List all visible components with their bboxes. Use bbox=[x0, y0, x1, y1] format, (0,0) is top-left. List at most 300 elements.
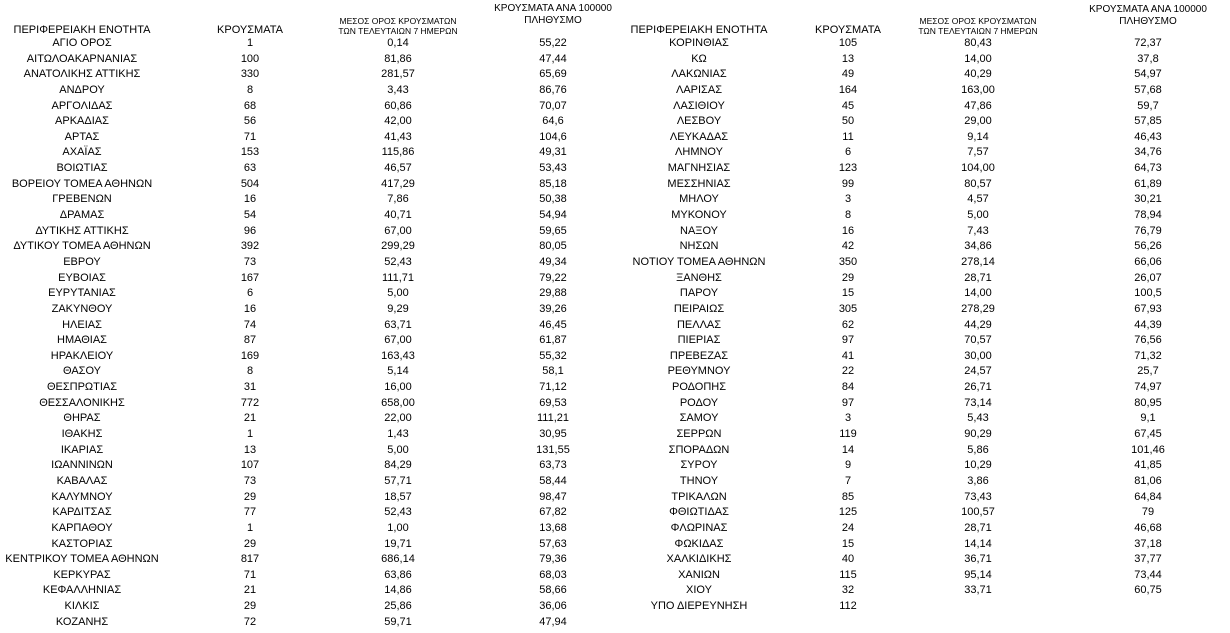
per100k-cell: 57,68 bbox=[1134, 83, 1162, 96]
table-row bbox=[620, 130, 1230, 146]
region-cell: ΚΕΝΤΡΙΚΟΥ ΤΟΜΕΑ ΑΘΗΝΩΝ bbox=[5, 553, 159, 566]
table-row bbox=[620, 67, 1230, 83]
per100k-cell: 57,63 bbox=[539, 537, 567, 550]
avg7-cell: 67,00 bbox=[384, 334, 412, 347]
cases-cell: 115 bbox=[839, 568, 857, 581]
region-cell: ΣΑΜΟΥ bbox=[679, 412, 719, 425]
table-row bbox=[620, 52, 1230, 68]
table-row bbox=[620, 255, 1230, 271]
region-cell: ΓΡΕΒΕΝΩΝ bbox=[52, 193, 112, 206]
avg7-cell: 63,71 bbox=[384, 318, 412, 331]
region-cell: ΑΧΑΪΑΣ bbox=[62, 146, 102, 159]
per100k-cell: 104,6 bbox=[539, 130, 567, 143]
table-row bbox=[620, 333, 1230, 349]
per100k-cell: 80,95 bbox=[1134, 396, 1162, 409]
avg7-cell: 25,86 bbox=[384, 600, 412, 613]
per100k-cell: 58,1 bbox=[542, 365, 564, 378]
region-cell: ΖΑΚΥΝΘΟΥ bbox=[51, 302, 113, 315]
cases-cell: 72 bbox=[243, 615, 257, 628]
per100k-cell: 59,65 bbox=[539, 224, 567, 237]
region-cell: ΠΕΛΛΑΣ bbox=[676, 318, 722, 331]
header-cases-text: ΚΡΟΥΣΜΑΤΑ bbox=[217, 24, 283, 36]
per100k-cell: 67,82 bbox=[539, 506, 567, 519]
table-row bbox=[0, 552, 620, 568]
table-row bbox=[620, 177, 1230, 193]
per100k-cell: 30,21 bbox=[1134, 193, 1162, 206]
per100k-cell: 98,47 bbox=[539, 490, 567, 503]
per100k-cell: 29,88 bbox=[539, 287, 567, 300]
table-row bbox=[0, 271, 620, 287]
table-row bbox=[0, 427, 620, 443]
per100k-cell: 57,85 bbox=[1134, 115, 1162, 128]
region-cell: ΛΑΚΩΝΙΑΣ bbox=[671, 68, 727, 81]
per100k-cell: 69,53 bbox=[539, 396, 567, 409]
avg7-cell: 90,29 bbox=[964, 428, 992, 441]
avg7-cell: 100,57 bbox=[961, 506, 995, 519]
per100k-cell: 39,26 bbox=[539, 302, 567, 315]
region-cell: ΝΟΤΙΟΥ ΤΟΜΕΑ ΑΘΗΝΩΝ bbox=[632, 255, 766, 268]
region-cell: ΑΙΤΩΛΟΑΚΑΡΝΑΝΙΑΣ bbox=[26, 52, 138, 65]
avg7-cell: 115,86 bbox=[381, 146, 415, 159]
table-row bbox=[620, 302, 1230, 318]
per100k-cell: 54,94 bbox=[539, 209, 567, 222]
region-cell: ΛΗΜΝΟΥ bbox=[675, 146, 723, 159]
cases-cell: 107 bbox=[240, 459, 260, 472]
avg7-cell: 3,43 bbox=[387, 83, 409, 96]
cases-cell: 504 bbox=[240, 177, 260, 190]
region-cell: ΑΓΙΟ ΟΡΟΣ bbox=[52, 37, 112, 49]
cases-cell: 45 bbox=[841, 99, 855, 112]
per100k-cell: 80,05 bbox=[539, 240, 567, 253]
per100k-cell: 101,46 bbox=[1131, 443, 1165, 456]
region-cell: ΚΑΣΤΟΡΙΑΣ bbox=[51, 537, 113, 550]
region-cell: ΧΙΟΥ bbox=[686, 584, 712, 597]
table-row bbox=[620, 599, 1230, 615]
region-cell: ΛΑΡΙΣΑΣ bbox=[675, 83, 722, 96]
cases-cell: 85 bbox=[841, 490, 855, 503]
avg7-cell: 163,00 bbox=[961, 83, 995, 96]
per100k-cell: 111,21 bbox=[536, 412, 569, 425]
cases-cell: 74 bbox=[243, 318, 257, 331]
header-region bbox=[0, 0, 164, 36]
avg7-cell: 5,14 bbox=[387, 365, 409, 378]
table-row bbox=[0, 349, 620, 365]
table-row bbox=[620, 224, 1230, 240]
table-row bbox=[620, 161, 1230, 177]
table-row bbox=[620, 145, 1230, 161]
region-cell: ΠΙΕΡΙΑΣ bbox=[677, 334, 721, 347]
cases-cell: 13 bbox=[243, 443, 257, 456]
cases-cell: 8 bbox=[844, 209, 852, 222]
table-row bbox=[0, 161, 620, 177]
region-cell: ΘΕΣΠΡΩΤΙΑΣ bbox=[46, 381, 118, 394]
avg7-cell: 658,00 bbox=[381, 396, 415, 409]
region-cell: ΛΕΥΚΑΔΑΣ bbox=[669, 130, 729, 143]
table-row bbox=[0, 255, 620, 271]
cases-cell: 8 bbox=[246, 365, 254, 378]
region-cell: ΔΡΑΜΑΣ bbox=[59, 209, 105, 222]
table-row bbox=[620, 208, 1230, 224]
table-row bbox=[0, 224, 620, 240]
header-per100k-line2: ΠΛΗΘΥΣΜΟ bbox=[524, 15, 582, 26]
table-row bbox=[0, 411, 620, 427]
per100k-cell: 13,68 bbox=[539, 521, 567, 534]
table-row bbox=[620, 396, 1230, 412]
avg7-cell: 14,00 bbox=[964, 52, 992, 65]
per100k-cell: 30,95 bbox=[539, 428, 567, 441]
avg7-cell: 60,86 bbox=[384, 99, 412, 112]
region-cell: ΙΘΑΚΗΣ bbox=[61, 428, 103, 441]
avg7-cell: 73,43 bbox=[964, 490, 992, 503]
table-row bbox=[0, 599, 620, 615]
cases-cell: 7 bbox=[844, 474, 852, 487]
avg7-cell: 24,57 bbox=[964, 365, 992, 378]
header-avg7-line1: ΜΕΣΟΣ ΟΡΟΣ ΚΡΟΥΣΜΑΤΩΝ bbox=[339, 16, 457, 26]
table-row bbox=[0, 443, 620, 459]
region-cell: ΧΑΝΙΩΝ bbox=[678, 568, 720, 581]
region-cell: ΚΟΡΙΝΘΙΑΣ bbox=[669, 37, 729, 49]
table-row bbox=[0, 490, 620, 506]
table-row bbox=[620, 349, 1230, 365]
per100k-cell: 34,76 bbox=[1134, 146, 1162, 159]
header-per100k-line1: ΚΡΟΥΣΜΑΤΑ ΑΝΑ 100000 bbox=[1089, 4, 1207, 15]
per100k-cell: 47,94 bbox=[539, 615, 567, 628]
avg7-cell: 278,14 bbox=[961, 255, 995, 268]
cases-cell: 112 bbox=[839, 600, 857, 613]
table-row bbox=[0, 302, 620, 318]
cases-cell: 99 bbox=[841, 177, 855, 190]
per100k-cell: 64,73 bbox=[1134, 162, 1162, 175]
per100k-cell: 72,37 bbox=[1134, 37, 1162, 49]
per100k-cell: 37,18 bbox=[1134, 537, 1162, 550]
table-row bbox=[620, 552, 1230, 568]
cases-cell: 40 bbox=[841, 553, 855, 566]
avg7-cell: 29,00 bbox=[964, 115, 992, 128]
table-row bbox=[620, 318, 1230, 334]
region-cell: ΑΡΤΑΣ bbox=[64, 130, 100, 143]
table-row bbox=[0, 36, 620, 52]
region-cell: ΜΑΓΝΗΣΙΑΣ bbox=[667, 162, 731, 175]
region-cell: ΤΗΝΟΥ bbox=[679, 474, 719, 487]
avg7-cell: 42,00 bbox=[384, 115, 412, 128]
per100k-cell: 73,44 bbox=[1134, 568, 1162, 581]
cases-cell: 31 bbox=[243, 381, 257, 394]
table-row bbox=[620, 583, 1230, 599]
per100k-cell: 9,1 bbox=[1140, 412, 1156, 425]
per100k-cell: 61,87 bbox=[539, 334, 567, 347]
cases-cell: 305 bbox=[838, 302, 858, 315]
avg7-cell: 111,71 bbox=[381, 271, 414, 284]
per100k-cell: 76,56 bbox=[1134, 334, 1162, 347]
avg7-cell: 28,71 bbox=[964, 271, 992, 284]
cases-cell: 21 bbox=[243, 584, 257, 597]
avg7-cell: 19,71 bbox=[384, 537, 412, 550]
cases-cell: 392 bbox=[240, 240, 260, 253]
table-row bbox=[0, 208, 620, 224]
region-cell: ΗΡΑΚΛΕΙΟΥ bbox=[50, 349, 114, 362]
region-cell: ΠΑΡΟΥ bbox=[679, 287, 719, 300]
avg7-cell: 7,86 bbox=[387, 193, 409, 206]
header-cases bbox=[798, 0, 898, 36]
avg7-cell: 44,29 bbox=[964, 318, 992, 331]
table-row bbox=[620, 380, 1230, 396]
per100k-cell: 46,43 bbox=[1134, 130, 1162, 143]
cases-cell: 15 bbox=[841, 287, 855, 300]
table-row bbox=[620, 474, 1230, 490]
per100k-cell: 25,7 bbox=[1137, 365, 1159, 378]
per100k-cell: 100,5 bbox=[1134, 287, 1162, 300]
cases-cell: 8 bbox=[246, 83, 254, 96]
region-cell: ΜΗΛΟΥ bbox=[679, 193, 719, 206]
per100k-cell: 79 bbox=[1141, 506, 1155, 519]
right-rows bbox=[620, 36, 1230, 615]
cases-cell: 3 bbox=[844, 412, 852, 425]
cases-cell: 22 bbox=[841, 365, 855, 378]
header-per100k bbox=[1066, 0, 1230, 40]
cases-cell: 153 bbox=[240, 146, 260, 159]
header-cases-text: ΚΡΟΥΣΜΑΤΑ bbox=[815, 24, 881, 36]
cases-cell: 16 bbox=[243, 302, 257, 315]
avg7-cell: 5,00 bbox=[387, 443, 409, 456]
table-row bbox=[620, 427, 1230, 443]
avg7-cell: 26,71 bbox=[964, 381, 992, 394]
region-cell: ΚΑΛΥΜΝΟΥ bbox=[51, 490, 113, 503]
region-cell: ΙΚΑΡΙΑΣ bbox=[60, 443, 104, 456]
table-row bbox=[0, 458, 620, 474]
cases-cell: 29 bbox=[841, 271, 855, 284]
cases-cell: 41 bbox=[841, 349, 855, 362]
per100k-cell: 78,94 bbox=[1134, 209, 1162, 222]
per100k-cell: 86,76 bbox=[539, 83, 567, 96]
region-cell: ΠΡΕΒΕΖΑΣ bbox=[669, 349, 729, 362]
avg7-cell: 163,43 bbox=[381, 349, 415, 362]
per100k-cell: 64,84 bbox=[1134, 490, 1162, 503]
avg7-cell: 7,57 bbox=[967, 146, 989, 159]
region-cell: ΣΕΡΡΩΝ bbox=[676, 428, 722, 441]
region-cell: ΘΕΣΣΑΛΟΝΙΚΗΣ bbox=[39, 396, 125, 409]
avg7-cell: 1,00 bbox=[387, 521, 409, 534]
table-row bbox=[620, 36, 1230, 52]
avg7-cell: 40,71 bbox=[384, 209, 412, 222]
region-cell: ΛΑΣΙΘΙΟΥ bbox=[673, 99, 725, 112]
cases-cell: 817 bbox=[240, 553, 260, 566]
region-cell: ΕΥΡΥΤΑΝΙΑΣ bbox=[48, 287, 116, 300]
cases-cell: 71 bbox=[243, 568, 257, 581]
avg7-cell: 9,29 bbox=[387, 302, 409, 315]
per100k-cell: 70,07 bbox=[539, 99, 567, 112]
per100k-cell: 131,55 bbox=[536, 443, 570, 456]
avg7-cell: 63,86 bbox=[384, 568, 412, 581]
cases-cell: 119 bbox=[839, 428, 857, 441]
avg7-cell: 95,14 bbox=[964, 568, 992, 581]
region-cell: ΝΗΣΩΝ bbox=[679, 240, 719, 253]
table-row bbox=[0, 568, 620, 584]
header-avg7-line2: ΤΩΝ ΤΕΛΕΥΤΑΙΩΝ 7 ΗΜΕΡΩΝ bbox=[918, 26, 1038, 36]
region-cell: ΗΜΑΘΙΑΣ bbox=[57, 334, 107, 347]
avg7-cell: 40,29 bbox=[964, 68, 992, 81]
region-cell: ΠΕΙΡΑΙΩΣ bbox=[673, 302, 725, 315]
cases-cell: 21 bbox=[243, 412, 257, 425]
cases-cell: 1 bbox=[246, 37, 254, 49]
region-cell: ΑΡΓΟΛΙΔΑΣ bbox=[51, 99, 113, 112]
table-row bbox=[620, 443, 1230, 459]
region-cell: ΞΑΝΘΗΣ bbox=[676, 271, 722, 284]
table-row bbox=[0, 333, 620, 349]
table-row bbox=[0, 177, 620, 193]
region-cell: ΚΑΡΔΙΤΣΑΣ bbox=[52, 506, 112, 519]
per100k-cell: 64,6 bbox=[542, 115, 564, 128]
left-rows bbox=[0, 36, 620, 630]
header-cases bbox=[200, 0, 300, 36]
cases-cell: 123 bbox=[838, 162, 858, 175]
avg7-cell: 417,29 bbox=[381, 177, 415, 190]
cases-cell: 32 bbox=[841, 584, 855, 597]
table-row bbox=[620, 537, 1230, 553]
table-row bbox=[0, 505, 620, 521]
region-cell: ΗΛΕΙΑΣ bbox=[62, 318, 102, 331]
avg7-cell: 0,14 bbox=[387, 37, 409, 49]
cases-cell: 100 bbox=[240, 52, 260, 65]
avg7-cell: 46,57 bbox=[384, 162, 412, 175]
avg7-cell: 52,43 bbox=[384, 255, 412, 268]
per100k-cell: 59,7 bbox=[1137, 99, 1159, 112]
cases-cell: 1 bbox=[246, 428, 254, 441]
region-cell: ΚΑΒΑΛΑΣ bbox=[56, 474, 108, 487]
table-row bbox=[620, 364, 1230, 380]
region-cell: ΚΕΦΑΛΛΗΝΙΑΣ bbox=[42, 584, 122, 597]
avg7-cell: 67,00 bbox=[384, 224, 412, 237]
per100k-cell: 47,44 bbox=[539, 52, 567, 65]
cases-cell: 125 bbox=[838, 506, 858, 519]
table-row bbox=[0, 83, 620, 99]
cases-cell: 167 bbox=[240, 271, 260, 284]
region-cell: ΦΩΚΙΔΑΣ bbox=[674, 537, 724, 550]
cases-cell: 24 bbox=[841, 521, 855, 534]
per100k-cell: 44,39 bbox=[1134, 318, 1162, 331]
table-row bbox=[0, 52, 620, 68]
avg7-cell: 5,00 bbox=[967, 209, 989, 222]
per100k-cell: 71,32 bbox=[1134, 349, 1162, 362]
avg7-cell: 686,14 bbox=[381, 553, 415, 566]
per100k-cell: 74,97 bbox=[1134, 381, 1162, 394]
per100k-cell: 61,89 bbox=[1134, 177, 1162, 190]
table-row bbox=[0, 364, 620, 380]
cases-cell: 6 bbox=[246, 287, 254, 300]
per100k-cell: 67,93 bbox=[1134, 302, 1162, 315]
avg7-cell: 5,43 bbox=[967, 412, 989, 425]
cases-cell: 330 bbox=[240, 68, 260, 81]
table-row bbox=[0, 145, 620, 161]
avg7-cell: 57,71 bbox=[384, 474, 412, 487]
table-row bbox=[0, 239, 620, 255]
region-cell: ΕΒΡΟΥ bbox=[63, 255, 101, 268]
cases-cell: 49 bbox=[841, 68, 855, 81]
region-cell: ΑΝΑΤΟΛΙΚΗΣ ΑΤΤΙΚΗΣ bbox=[23, 68, 141, 81]
table-row bbox=[620, 521, 1230, 537]
region-cell: ΤΡΙΚΑΛΩΝ bbox=[671, 490, 727, 503]
avg7-cell: 28,71 bbox=[964, 521, 992, 534]
cases-cell: 84 bbox=[841, 381, 855, 394]
region-cell: ΒΟΙΩΤΙΑΣ bbox=[56, 162, 108, 175]
table-row bbox=[0, 286, 620, 302]
per100k-cell: 85,18 bbox=[539, 177, 567, 190]
cases-cell: 42 bbox=[841, 240, 855, 253]
table-row bbox=[0, 318, 620, 334]
avg7-cell: 47,86 bbox=[964, 99, 992, 112]
avg7-cell: 14,86 bbox=[384, 584, 412, 597]
avg7-cell: 104,00 bbox=[961, 162, 995, 175]
avg7-cell: 5,00 bbox=[387, 287, 409, 300]
cases-cell: 9 bbox=[844, 459, 852, 472]
cases-cell: 63 bbox=[243, 162, 257, 175]
per100k-cell: 67,45 bbox=[1134, 428, 1162, 441]
per100k-cell: 68,03 bbox=[539, 568, 567, 581]
cases-cell: 164 bbox=[838, 83, 858, 96]
per100k-cell: 49,34 bbox=[539, 255, 567, 268]
cases-cell: 350 bbox=[838, 255, 858, 268]
cases-cell: 169 bbox=[240, 349, 260, 362]
table-row bbox=[620, 192, 1230, 208]
region-cell: ΔΥΤΙΚΟΥ ΤΟΜΕΑ ΑΘΗΝΩΝ bbox=[13, 240, 151, 253]
cases-cell: 16 bbox=[841, 224, 855, 237]
region-cell: ΛΕΣΒΟΥ bbox=[676, 115, 722, 128]
region-cell: ΘΗΡΑΣ bbox=[63, 412, 101, 425]
per100k-cell: 55,32 bbox=[539, 349, 567, 362]
avg7-cell: 30,00 bbox=[964, 349, 992, 362]
cases-cell: 62 bbox=[841, 318, 855, 331]
per100k-cell: 55,22 bbox=[539, 37, 567, 49]
avg7-cell: 5,86 bbox=[967, 443, 989, 456]
region-cell: ΑΡΚΑΔΙΑΣ bbox=[55, 115, 109, 128]
region-cell: ΒΟΡΕΙΟΥ ΤΟΜΕΑ ΑΘΗΝΩΝ bbox=[11, 177, 153, 190]
table-row bbox=[0, 615, 620, 631]
avg7-cell: 80,57 bbox=[964, 177, 992, 190]
avg7-cell: 299,29 bbox=[381, 240, 415, 253]
avg7-cell: 9,14 bbox=[967, 130, 989, 143]
avg7-cell: 80,43 bbox=[964, 37, 992, 49]
cases-cell: 96 bbox=[243, 224, 257, 237]
table-row bbox=[0, 396, 620, 412]
avg7-cell: 7,43 bbox=[967, 224, 989, 237]
header-avg7-line1: ΜΕΣΟΣ ΟΡΟΣ ΚΡΟΥΣΜΑΤΩΝ bbox=[919, 16, 1037, 26]
per100k-cell: 41,85 bbox=[1134, 459, 1162, 472]
per100k-cell: 71,12 bbox=[539, 381, 567, 394]
avg7-cell: 73,14 bbox=[964, 396, 992, 409]
per100k-cell: 46,45 bbox=[539, 318, 567, 331]
avg7-cell: 1,43 bbox=[387, 428, 409, 441]
cases-cell: 97 bbox=[841, 396, 855, 409]
header-per100k-line2: ΠΛΗΘΥΣΜΟ bbox=[1119, 16, 1177, 27]
per100k-cell: 66,06 bbox=[1134, 255, 1162, 268]
avg7-cell: 14,14 bbox=[964, 537, 992, 550]
table-row bbox=[0, 130, 620, 146]
cases-cell: 11 bbox=[842, 130, 854, 143]
table-row bbox=[0, 583, 620, 599]
region-cell: ΔΥΤΙΚΗΣ ΑΤΤΙΚΗΣ bbox=[35, 224, 129, 237]
avg7-cell: 16,00 bbox=[384, 381, 412, 394]
table-row bbox=[620, 83, 1230, 99]
region-cell: ΜΕΣΣΗΝΙΑΣ bbox=[667, 177, 731, 190]
table-row bbox=[620, 271, 1230, 287]
per100k-cell: 56,26 bbox=[1134, 240, 1162, 253]
region-cell: ΙΩΑΝΝΙΝΩΝ bbox=[51, 459, 113, 472]
header-region-text: ΠΕΡΙΦΕΡΕΙΑΚΗ ΕΝΟΤΗΤΑ bbox=[630, 24, 768, 36]
region-cell: ΜΥΚΟΝΟΥ bbox=[671, 209, 727, 222]
header-avg7-line2: ΤΩΝ ΤΕΛΕΥΤΑΙΩΝ 7 ΗΜΕΡΩΝ bbox=[338, 26, 458, 36]
table-row bbox=[0, 537, 620, 553]
region-cell: ΚΕΡΚΥΡΑΣ bbox=[53, 568, 111, 581]
avg7-cell: 14,00 bbox=[964, 287, 992, 300]
